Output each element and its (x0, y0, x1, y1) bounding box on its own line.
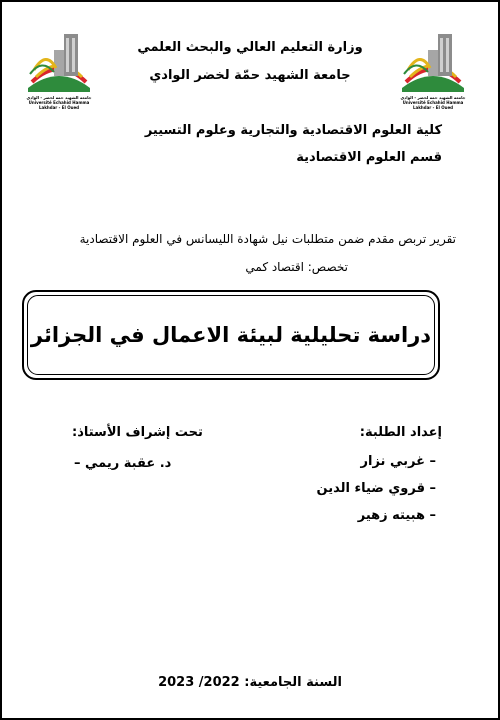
student-name: – غربي نزار (360, 454, 436, 469)
student-name: – هبيته زهير (357, 508, 436, 523)
university-name: جامعة الشهيد حمّة لخضر الوادي (149, 68, 351, 83)
specialization: تخصص: اقتصاد كمي (245, 260, 348, 274)
logo-caption-arabic: جامعة الشهيد حمة لخضر - الوادي (26, 95, 92, 100)
students-list (317, 454, 437, 535)
student-name: – قروي ضياء الدين (316, 481, 436, 496)
supervisor-name: د. عقبة ريمي – (74, 456, 172, 471)
academic-year: السنة الجامعية: 2022/ 2023 (158, 675, 342, 690)
logo-caption-french: Université Echahid Hamma Lakhdar - El Oued (28, 100, 90, 110)
department-name: قسم العلوم الاقتصادية (296, 150, 442, 165)
logo-caption-arabic: جامعة الشهيد حمة لخضر - الوادي (400, 95, 466, 100)
ministry-name: وزارة التعليم العالي والبحث العلمي (137, 40, 363, 55)
supervisor-label: تحت إشراف الأستاذ: (72, 425, 203, 440)
students-label: إعداد الطلبة: (359, 425, 442, 440)
logo-caption-french: Université Echahid Hamma Lakhdar - El Oued (402, 100, 464, 110)
faculty-name: كلية العلوم الاقتصادية والتجارية وعلوم التسيير (144, 123, 442, 138)
title-frame (22, 290, 440, 380)
thesis-title: دراسة تحليلية لبيئة الاعمال في الجزائر (30, 323, 432, 347)
report-description: تقرير تربص مقدم ضمن متطلبات نيل شهادة الليسانس في العلوم الاقتصادية (79, 232, 456, 246)
